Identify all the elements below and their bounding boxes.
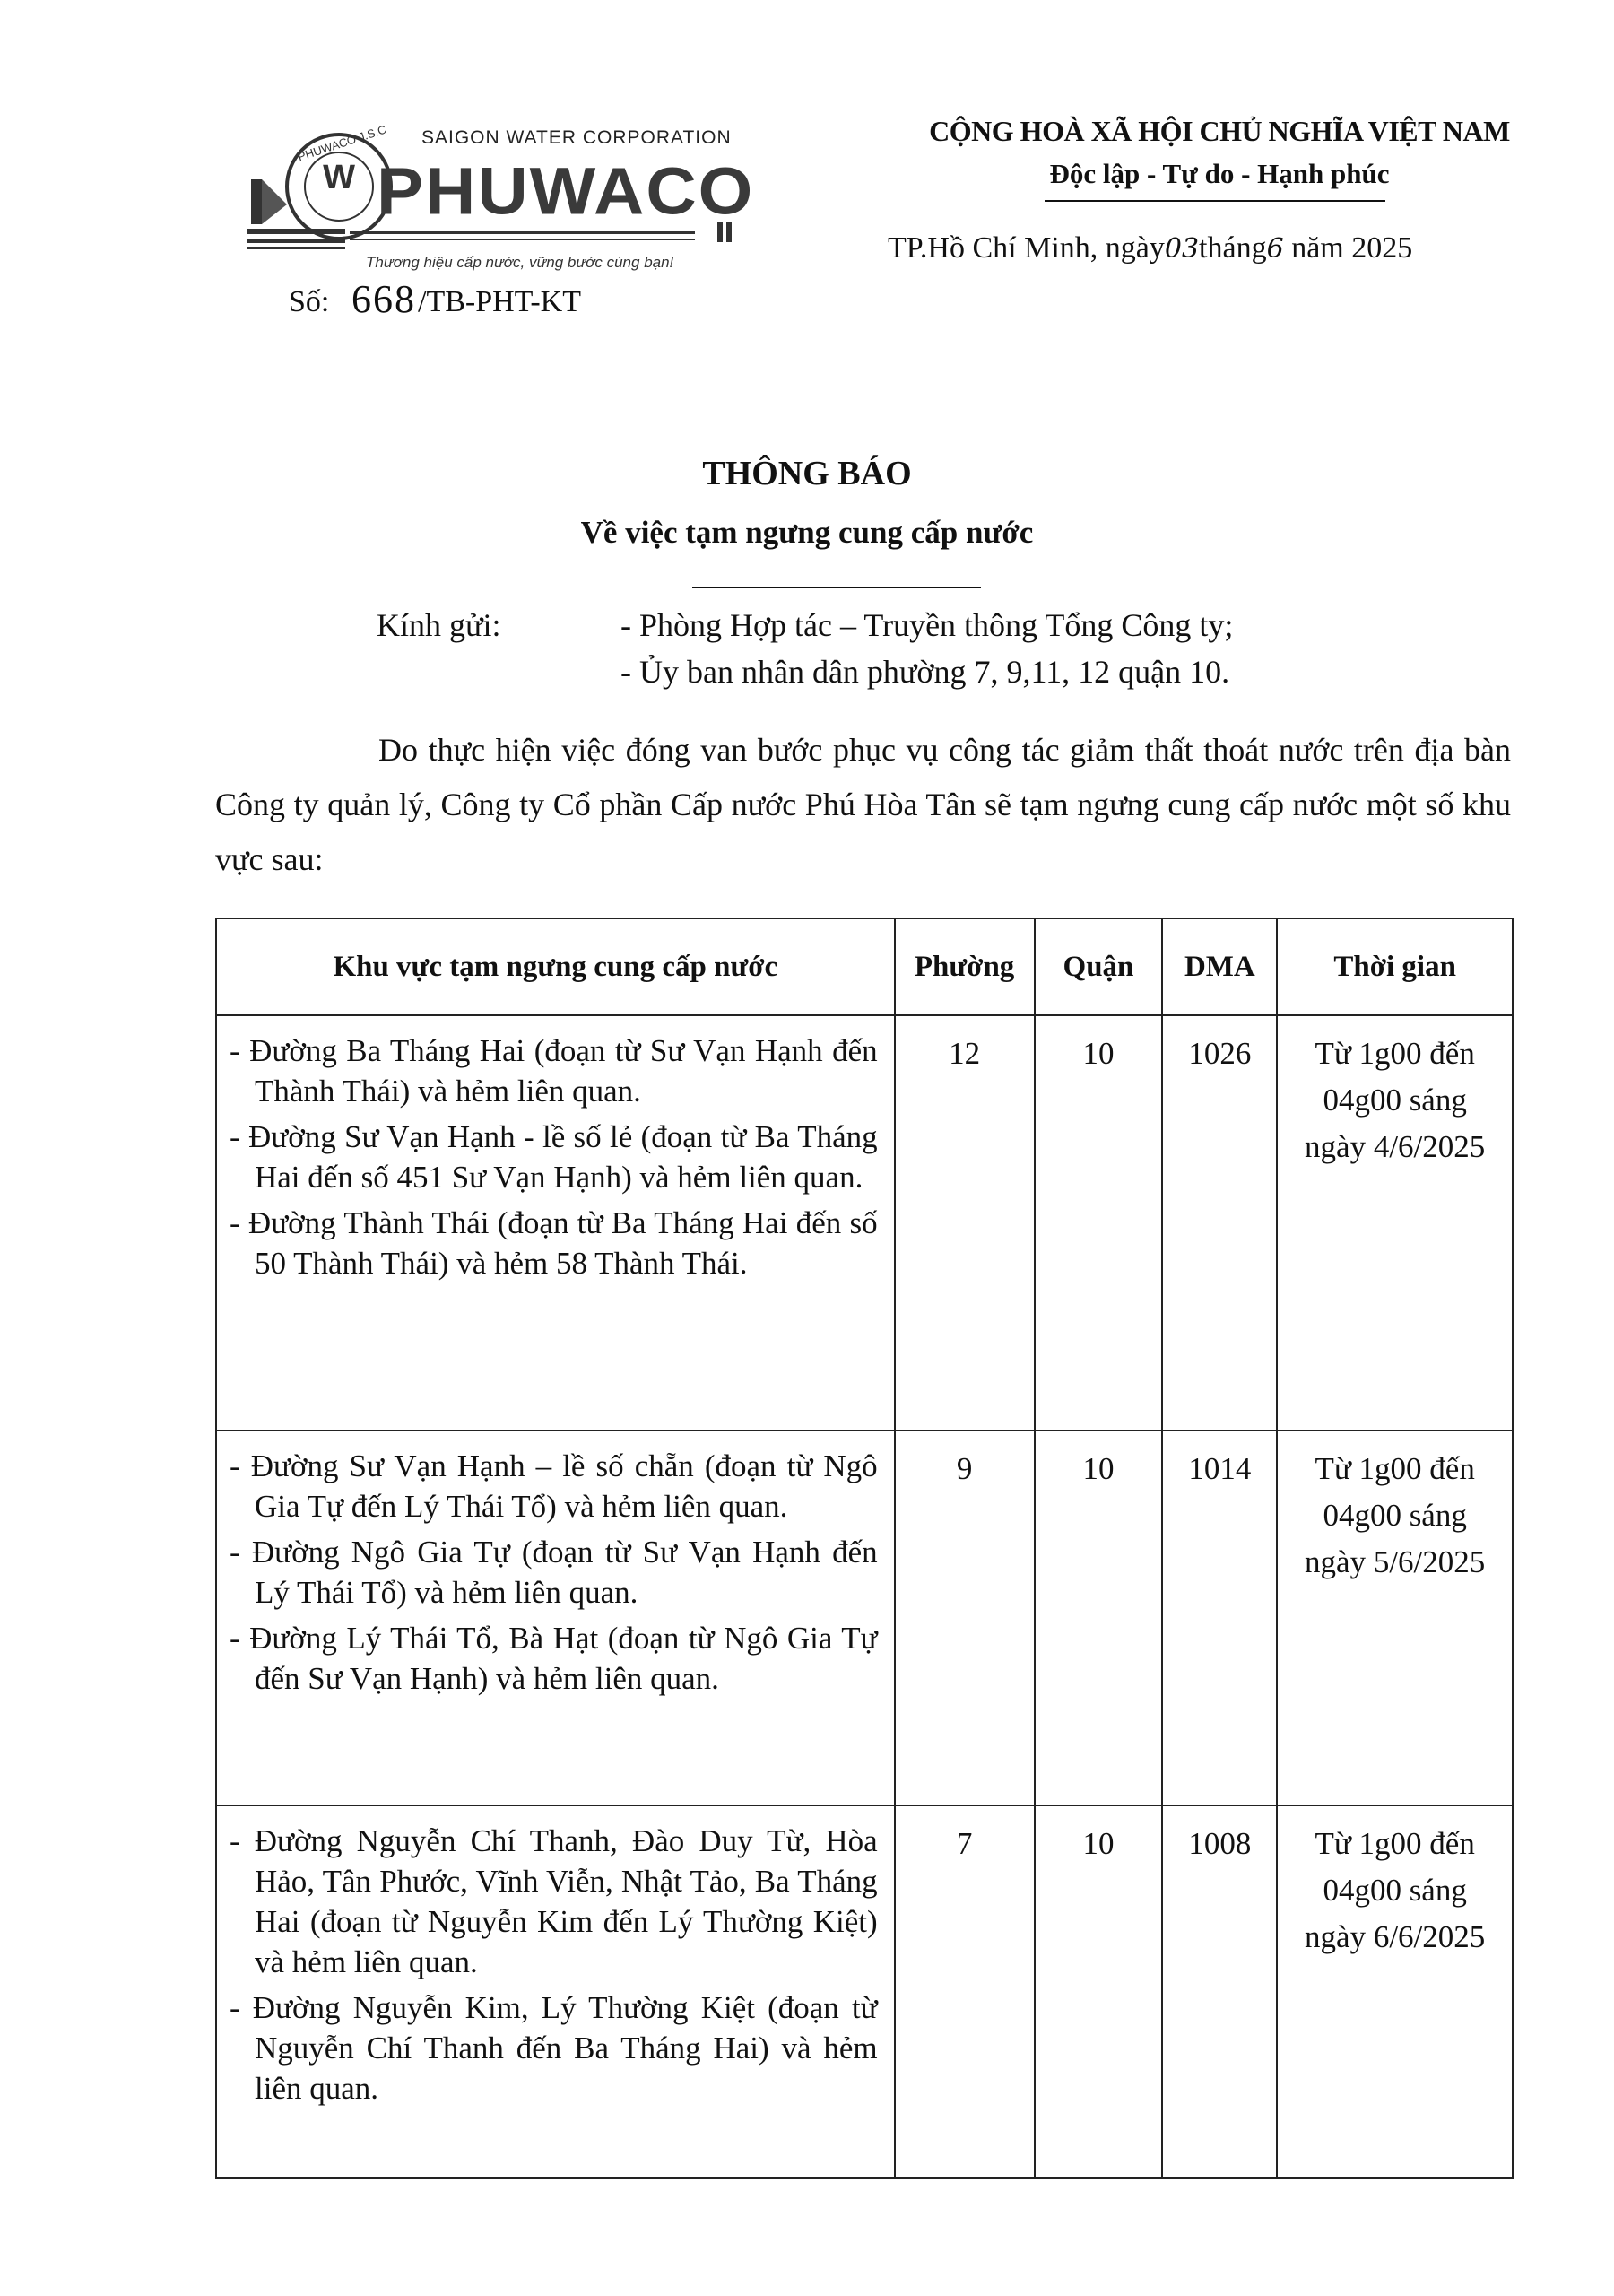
doc-number-stamp: 668 — [351, 277, 416, 321]
areas-cell — [216, 1015, 895, 1431]
motto: Độc lập - Tự do - Hạnh phúc — [1049, 158, 1390, 189]
area-item: - Đường Nguyễn Kim, Lý Thường Kiệt (đoạn từ Nguyễn Chí Thanh đến Ba Tháng Hai) và hẻm liên quan. — [230, 1990, 878, 2106]
time-line: ngày 4/6/2025 — [1305, 1129, 1486, 1164]
time-line: Từ 1g00 đến — [1315, 1036, 1475, 1071]
time-line: 04g00 sáng — [1323, 1083, 1467, 1118]
intro-paragraph: Do thực hiện việc đóng van bước phục vụ công tác giảm thất thoát nước trên địa bàn Công ty quản lý, Công ty Cổ phần Cấp nước Phú Hòa Tân sẽ tạm ngưng cung cấp nước một số khu vực sau: — [215, 732, 1511, 877]
place-date-prefix: TP.Hồ Chí Minh, ngày — [888, 231, 1165, 265]
time-line: 04g00 sáng — [1323, 1873, 1467, 1908]
dma-cell: 1026 — [1162, 1015, 1277, 1431]
ward-cell: 12 — [895, 1015, 1035, 1431]
seal-text: PHUWACO J.S.C — [296, 122, 388, 164]
dma-cell: 1014 — [1162, 1431, 1277, 1805]
table-row — [216, 1805, 1513, 2178]
month-handwritten: 6 — [1266, 233, 1284, 265]
time-line: Từ 1g00 đến — [1315, 1451, 1475, 1486]
time-line: ngày 6/6/2025 — [1305, 1919, 1486, 1954]
district-cell: 10 — [1035, 1015, 1163, 1431]
time-line: Từ 1g00 đến — [1315, 1826, 1475, 1861]
motto-underline — [1045, 200, 1385, 202]
column-header-time: Thời gian — [1277, 918, 1513, 1015]
areas-cell — [216, 1431, 895, 1805]
brand-name: PHUWACO — [377, 153, 755, 229]
month-label: tháng — [1199, 231, 1267, 265]
column-header-district: Quận — [1035, 918, 1163, 1015]
time-cell — [1277, 1431, 1513, 1805]
time-cell — [1277, 1805, 1513, 2178]
document-subtitle: Về việc tạm ngưng cung cấp nước — [580, 515, 1034, 550]
recipient-item: - Phòng Hợp tác – Truyền thông Tổng Công ty; — [620, 607, 1234, 643]
dma-cell: 1008 — [1162, 1805, 1277, 2178]
year-text: năm 2025 — [1291, 231, 1413, 265]
svg-text:W: W — [323, 159, 355, 196]
recipient-item: - Ủy ban nhân dân phường 7, 9,11, 12 quận 10. — [620, 654, 1230, 690]
column-header-dma: DMA — [1162, 918, 1277, 1015]
ward-cell: 7 — [895, 1805, 1035, 2178]
area-item: - Đường Sư Vạn Hạnh - lề số lẻ (đoạn từ Ba Tháng Hai đến số 451 Sư Vạn Hạnh) và hẻm liên quan. — [230, 1119, 878, 1195]
area-item: - Đường Thành Thái (đoạn từ Ba Tháng Hai đến số 50 Thành Thái) và hẻm 58 Thành Thái. — [230, 1205, 878, 1281]
place-date — [888, 231, 1412, 265]
table-header-row — [216, 918, 1513, 1015]
doc-number-code: /TB-PHT-KT — [418, 285, 581, 318]
areas-cell — [216, 1805, 895, 2178]
area-item: - Đường Ngô Gia Tự (đoạn từ Sư Vạn Hạnh đến Lý Thái Tổ) và hẻm liên quan. — [230, 1535, 878, 1610]
area-item: - Đường Sư Vạn Hạnh – lề số chẵn (đoạn từ Ngô Gia Tự đến Lý Thái Tổ) và hẻm liên quan. — [230, 1448, 878, 1524]
table-row — [216, 1015, 1513, 1431]
district-cell: 10 — [1035, 1805, 1163, 2178]
day-handwritten: 03 — [1164, 233, 1200, 265]
area-item: - Đường Nguyễn Chí Thanh, Đào Duy Từ, Hòa Hảo, Tân Phước, Vĩnh Viễn, Nhật Tảo, Ba Tháng Hai (đoạn từ Nguyễn Kim đến Lý Thường Kiệt) và hẻm liên quan. — [230, 1823, 878, 1979]
area-item: - Đường Ba Tháng Hai (đoạn từ Sư Vạn Hạnh đến Thành Thái) và hẻm liên quan. — [230, 1033, 878, 1109]
slogan: Thương hiệu cấp nước, vững bước cùng bạn! — [366, 254, 674, 271]
title-underline — [692, 587, 981, 588]
recipients-label: Kính gửi: — [377, 607, 501, 643]
area-item: - Đường Lý Thái Tổ, Bà Hạt (đoạn từ Ngô Gia Tự đến Sư Vạn Hạnh) và hẻm liên quan. — [230, 1621, 878, 1696]
corporation-name: SAIGON WATER CORPORATION — [421, 127, 732, 148]
district-cell: 10 — [1035, 1431, 1163, 1805]
time-line: ngày 5/6/2025 — [1305, 1544, 1486, 1579]
column-header-ward: Phường — [895, 918, 1035, 1015]
ward-cell: 9 — [895, 1431, 1035, 1805]
time-cell — [1277, 1015, 1513, 1431]
document-title: THÔNG BÁO — [702, 455, 912, 492]
table-row — [216, 1431, 1513, 1805]
column-header-area: Khu vực tạm ngưng cung cấp nước — [216, 918, 895, 1015]
suspension-table — [215, 918, 1514, 2179]
time-line: 04g00 sáng — [1323, 1498, 1467, 1533]
doc-number-label: Số: — [289, 285, 330, 318]
nation-title: CỘNG HOÀ XÃ HỘI CHỦ NGHĨA VIỆT NAM — [929, 115, 1510, 147]
